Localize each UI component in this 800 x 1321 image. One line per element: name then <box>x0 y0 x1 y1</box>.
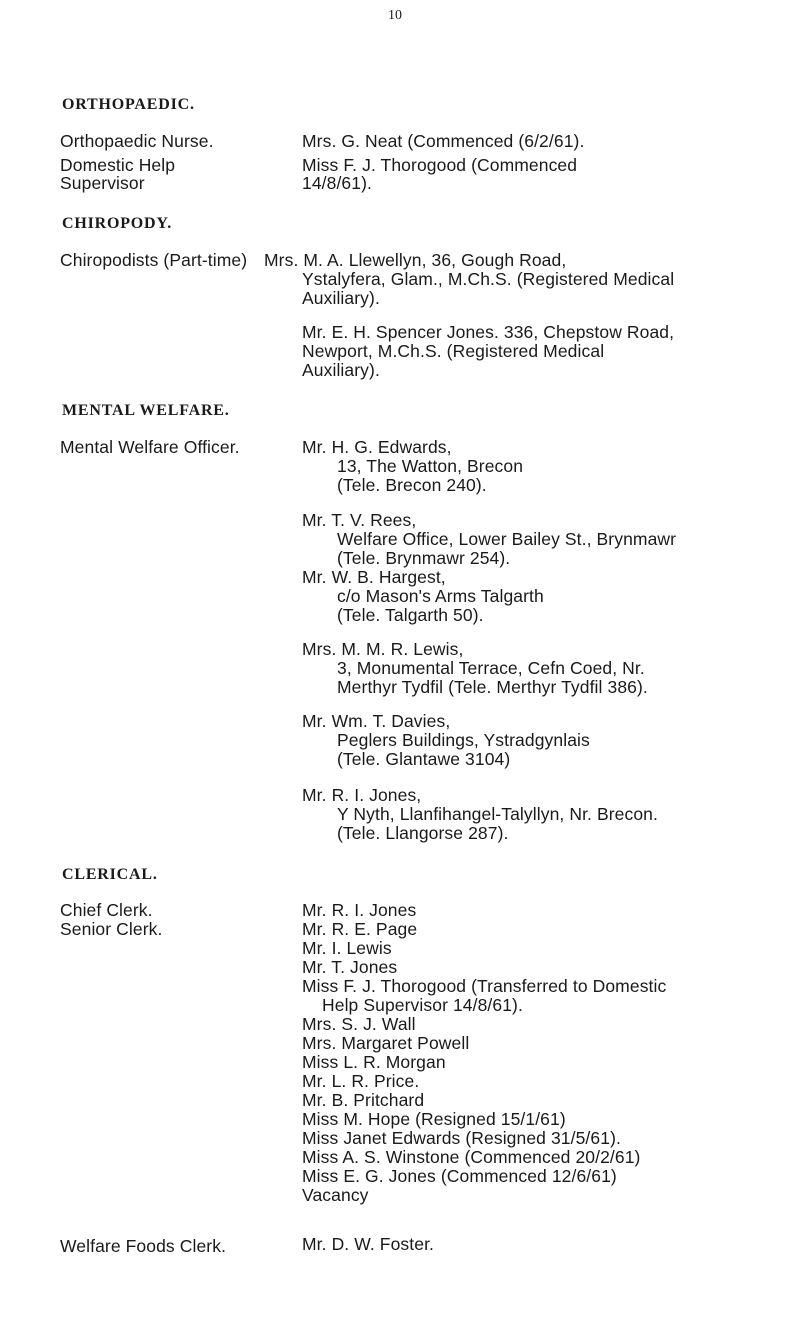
role-label: Senior Clerk. <box>60 919 163 939</box>
person-entry: (Tele. Glantawe 3104) <box>337 749 511 769</box>
person-entry: (Tele. Brynmawr 254). <box>337 548 511 568</box>
role-label: Domestic Help <box>60 155 176 175</box>
person-entry: Mrs. S. J. Wall <box>302 1014 416 1034</box>
person-entry: Mr. W. B. Hargest, <box>302 567 446 587</box>
person-entry: Peglers Buildings, Ystradgynlais <box>337 730 590 750</box>
person-entry: (Tele. Talgarth 50). <box>337 605 484 625</box>
person-entry: 3, Monumental Terrace, Cefn Coed, Nr. <box>337 658 645 678</box>
person-entry: 13, The Watton, Brecon <box>337 456 524 476</box>
person-entry: Help Supervisor 14/8/61). <box>322 995 523 1015</box>
person-entry: Vacancy <box>302 1185 369 1205</box>
person-entry: Miss L. R. Morgan <box>302 1052 446 1072</box>
section-heading-chiropody: CHIROPODY. <box>62 215 173 232</box>
person-entry: Miss F. J. Thorogood (Transferred to Domestic <box>302 976 667 996</box>
person-entry: Merthyr Tydfil (Tele. Merthyr Tydfil 386). <box>337 677 648 697</box>
role-label: Chief Clerk. <box>60 900 153 920</box>
person-entry: Miss F. J. Thorogood (Commenced <box>302 155 578 175</box>
person-entry: Mr. Wm. T. Davies, <box>302 711 451 731</box>
person-entry: Miss E. G. Jones (Commenced 12/6/61) <box>302 1166 617 1186</box>
role-label: Supervisor <box>60 173 145 193</box>
person-entry: Mr. I. Lewis <box>302 938 392 958</box>
person-entry: Mr. E. H. Spencer Jones. 336, Chepstow Road, <box>302 322 675 342</box>
person-entry: Mrs. G. Neat (Commenced (6/2/61). <box>302 131 585 151</box>
person-entry: Miss M. Hope (Resigned 15/1/61) <box>302 1109 566 1129</box>
person-entry: Mr. H. G. Edwards, <box>302 437 452 457</box>
person-entry: Auxiliary). <box>302 360 380 380</box>
person-entry: Mrs. M. M. R. Lewis, <box>302 639 464 659</box>
role-label: Chiropodists (Part-time) <box>60 250 248 270</box>
person-entry: Y Nyth, Llanfihangel-Talyllyn, Nr. Brecon. <box>337 804 658 824</box>
person-entry: (Tele. Brecon 240). <box>337 475 487 495</box>
person-entry: Welfare Office, Lower Bailey St., Brynmawr <box>337 529 677 549</box>
person-entry: Mr. T. Jones <box>302 957 398 977</box>
role-label: Orthopaedic Nurse. <box>60 131 214 151</box>
section-heading-orthopaedic: ORTHOPAEDIC. <box>62 96 195 113</box>
person-entry: Mrs. M. A. Llewellyn, 36, Gough Road, <box>264 250 567 270</box>
person-entry: Mr. L. R. Price. <box>302 1071 420 1091</box>
person-entry: Auxiliary). <box>302 288 380 308</box>
person-entry: Mr. B. Pritchard <box>302 1090 425 1110</box>
role-label: Welfare Foods Clerk. <box>60 1236 227 1256</box>
person-entry: Newport, M.Ch.S. (Registered Medical <box>302 341 605 361</box>
person-entry: Miss A. S. Winstone (Commenced 20/2/61) <box>302 1147 641 1167</box>
page-number: 10 <box>388 8 402 23</box>
person-entry: 14/8/61). <box>302 173 372 193</box>
role-label: Mental Welfare Officer. <box>60 437 240 457</box>
person-entry: Mr. T. V. Rees, <box>302 510 417 530</box>
person-entry: Mr. D. W. Foster. <box>302 1234 434 1254</box>
section-heading-clerical: CLERICAL. <box>62 866 158 883</box>
person-entry: Mrs. Margaret Powell <box>302 1033 470 1053</box>
person-entry: Mr. R. I. Jones <box>302 900 417 920</box>
person-entry: c/o Mason's Arms Talgarth <box>337 586 544 606</box>
person-entry: (Tele. Llangorse 287). <box>337 823 509 843</box>
person-entry: Ystalyfera, Glam., M.Ch.S. (Registered Medical <box>302 269 675 289</box>
person-entry: Miss Janet Edwards (Resigned 31/5/61). <box>302 1128 621 1148</box>
person-entry: Mr. R. I. Jones, <box>302 785 422 805</box>
person-entry: Mr. R. E. Page <box>302 919 418 939</box>
section-heading-mental-welfare: MENTAL WELFARE. <box>62 402 230 419</box>
